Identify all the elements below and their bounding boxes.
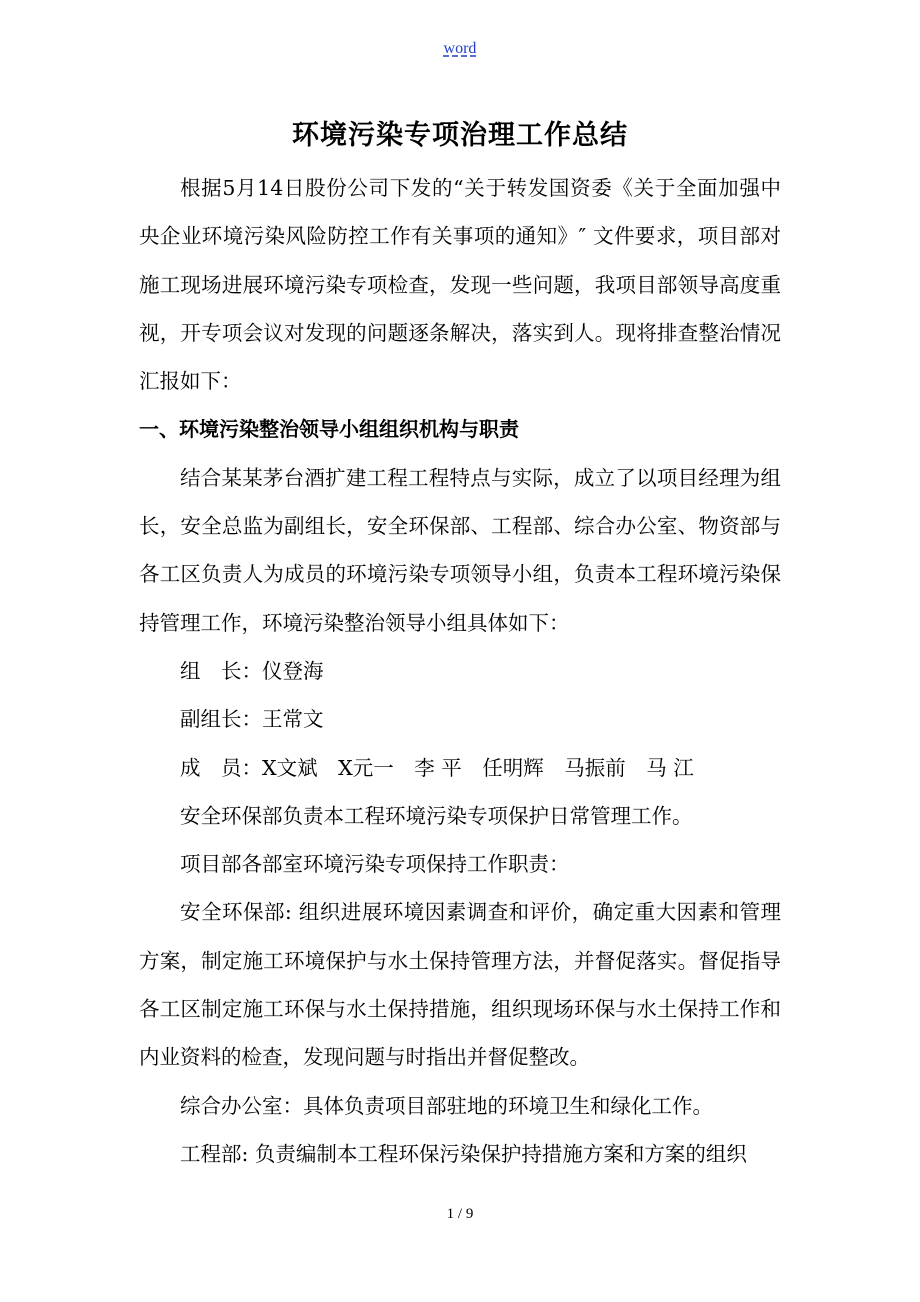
document-title: 环境污染专项治理工作总结 <box>292 120 628 151</box>
header-word-link[interactable]: word <box>443 40 477 57</box>
page-number: 1 / 9 <box>446 1206 474 1222</box>
daily-management-paragraph: 安全环保部负责本工程环境污染专项保护日常管理工作。 <box>180 803 693 828</box>
duties-intro-paragraph: 项目部各部室环境污染专项保持工作职责： <box>180 852 570 877</box>
leader-line: 组 长：仪登海 <box>180 658 324 683</box>
document-body <box>139 164 781 1178</box>
deputy-leader-line: 副组长：王常文 <box>180 707 324 732</box>
section-1-paragraph: 结合某某茅台酒扩建工程工程特点与实际，成立了以项目经理为组长，安全总监为副组长，安全环保部、工程部、综合办公室、物资部与各工区负责人为成员的环境污染专项领导小组，负责本工程环境污染保持管理工作，环境污染整治领导小组具体如下： <box>139 465 781 635</box>
members-line: 成 员：X文斌 X元一 李 平 任明辉 马振前 马 江 <box>180 755 694 780</box>
intro-paragraph: 根据5月14日股份公司下发的“关于转发国资委《关于全面加强中央企业环境污染风险防控工作有关事项的通知》″ 文件要求，项目部对施工现场进展环境污染专项检查，发现一些问题，我项目部领导高度重视，开专项会议对发现的问题逐条解决，落实到人。现将排查整治情况汇报如下： <box>139 176 781 394</box>
section-1-heading: 一、环境污染整治领导小组组织机构与职责 <box>139 417 519 442</box>
safety-dept-paragraph: 安全环保部: 组织进展环境因素调查和评价，确定重大因素和管理方案，制定施工环境保护与水土保持管理方法，并督促落实。督促指导各工区制定施工环保与水土保持措施，组织现场环保与水土保持工作和内业资料的检查，发现问题与时指出并督促整改。 <box>139 900 781 1070</box>
engineering-dept-paragraph: 工程部: 负责编制本工程环保污染保护持措施方案和方案的组织 <box>180 1141 747 1166</box>
office-dept-paragraph: 综合办公室：具体负责项目部驻地的环境卫生和绿化工作。 <box>180 1093 713 1118</box>
